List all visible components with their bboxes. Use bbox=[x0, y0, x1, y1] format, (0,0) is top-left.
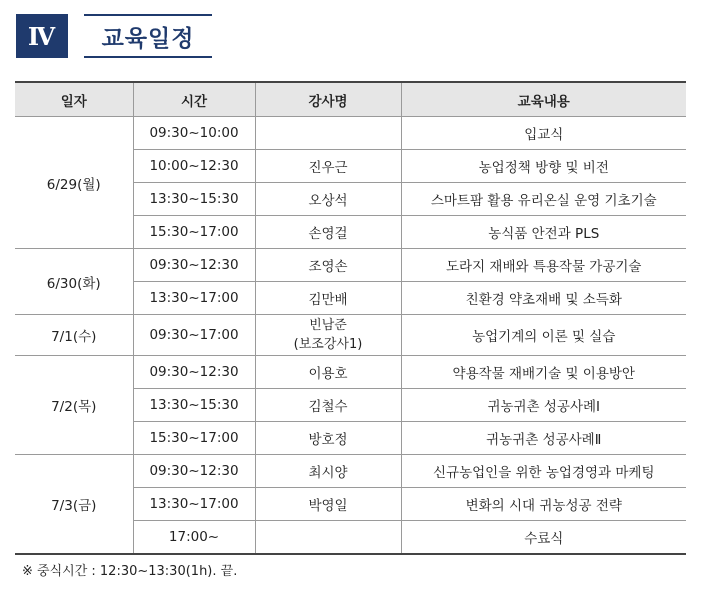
instructor-cell bbox=[255, 117, 401, 150]
date-cell: 6/29(월) bbox=[15, 117, 133, 249]
table-row bbox=[15, 455, 686, 488]
content-cell: 입교식 bbox=[401, 117, 686, 150]
table-row bbox=[15, 249, 686, 282]
section-title-box bbox=[84, 14, 212, 58]
table-row bbox=[15, 356, 686, 389]
time-cell: 09:30~10:00 bbox=[133, 117, 255, 150]
instructor-cell: 김만배 bbox=[255, 282, 401, 315]
instructor-name: 빈남준 bbox=[309, 318, 347, 333]
instructor-cell bbox=[255, 521, 401, 555]
section-header bbox=[16, 14, 216, 60]
time-cell: 15:30~17:00 bbox=[133, 216, 255, 249]
section-title: 교육일정 bbox=[101, 26, 195, 52]
content-cell: 신규농업인을 위한 농업경영과 마케팅 bbox=[401, 455, 686, 488]
time-cell: 09:30~17:00 bbox=[133, 315, 255, 356]
time-cell: 09:30~12:30 bbox=[133, 455, 255, 488]
section-number-badge: Ⅳ bbox=[16, 14, 68, 58]
content-cell: 수료식 bbox=[401, 521, 686, 555]
instructor-cell: 김철수 bbox=[255, 389, 401, 422]
content-cell: 변화의 시대 귀농성공 전략 bbox=[401, 488, 686, 521]
content-cell: 농업기계의 이론 및 실습 bbox=[401, 315, 686, 356]
table-header-row bbox=[15, 82, 686, 117]
content-cell: 도라지 재배와 특용작물 가공기술 bbox=[401, 249, 686, 282]
column-header-content: 교육내용 bbox=[401, 82, 686, 117]
lunch-time-footnote: ※ 중식시간 : 12:30~13:30(1h). 끝. bbox=[22, 564, 238, 579]
content-cell: 친환경 약초재배 및 소득화 bbox=[401, 282, 686, 315]
content-cell: 스마트팜 활용 유리온실 운영 기초기술 bbox=[401, 183, 686, 216]
title-bottom-rule bbox=[84, 56, 212, 58]
time-cell: 09:30~12:30 bbox=[133, 249, 255, 282]
instructor-cell: 진우근 bbox=[255, 150, 401, 183]
time-cell: 13:30~17:00 bbox=[133, 282, 255, 315]
content-cell: 농식품 안전과 PLS bbox=[401, 216, 686, 249]
instructor-cell: 손영걸 bbox=[255, 216, 401, 249]
time-cell: 10:00~12:30 bbox=[133, 150, 255, 183]
time-cell: 13:30~15:30 bbox=[133, 183, 255, 216]
instructor-cell: 박영일 bbox=[255, 488, 401, 521]
instructor-cell: 방호정 bbox=[255, 422, 401, 455]
instructor-cell: 조영손 bbox=[255, 249, 401, 282]
time-cell: 09:30~12:30 bbox=[133, 356, 255, 389]
instructor-cell: 이용호 bbox=[255, 356, 401, 389]
table-row bbox=[15, 315, 686, 356]
content-cell: 귀농귀촌 성공사례Ⅱ bbox=[401, 422, 686, 455]
instructor-cell bbox=[255, 315, 401, 356]
date-cell: 6/30(화) bbox=[15, 249, 133, 315]
content-cell: 귀농귀촌 성공사례Ⅰ bbox=[401, 389, 686, 422]
instructor-note: (보조강사1) bbox=[293, 337, 363, 352]
date-cell: 7/1(수) bbox=[15, 315, 133, 356]
column-header-instructor: 강사명 bbox=[255, 82, 401, 117]
instructor-cell: 최시양 bbox=[255, 455, 401, 488]
content-cell: 농업정책 방향 및 비전 bbox=[401, 150, 686, 183]
time-cell: 17:00~ bbox=[133, 521, 255, 555]
column-header-time: 시간 bbox=[133, 82, 255, 117]
column-header-date: 일자 bbox=[15, 82, 133, 117]
table-row bbox=[15, 117, 686, 150]
date-cell: 7/2(목) bbox=[15, 356, 133, 455]
title-top-rule bbox=[84, 14, 212, 16]
time-cell: 13:30~15:30 bbox=[133, 389, 255, 422]
schedule-table bbox=[15, 81, 686, 555]
content-cell: 약용작물 재배기술 및 이용방안 bbox=[401, 356, 686, 389]
time-cell: 15:30~17:00 bbox=[133, 422, 255, 455]
time-cell: 13:30~17:00 bbox=[133, 488, 255, 521]
instructor-cell: 오상석 bbox=[255, 183, 401, 216]
date-cell: 7/3(금) bbox=[15, 455, 133, 555]
